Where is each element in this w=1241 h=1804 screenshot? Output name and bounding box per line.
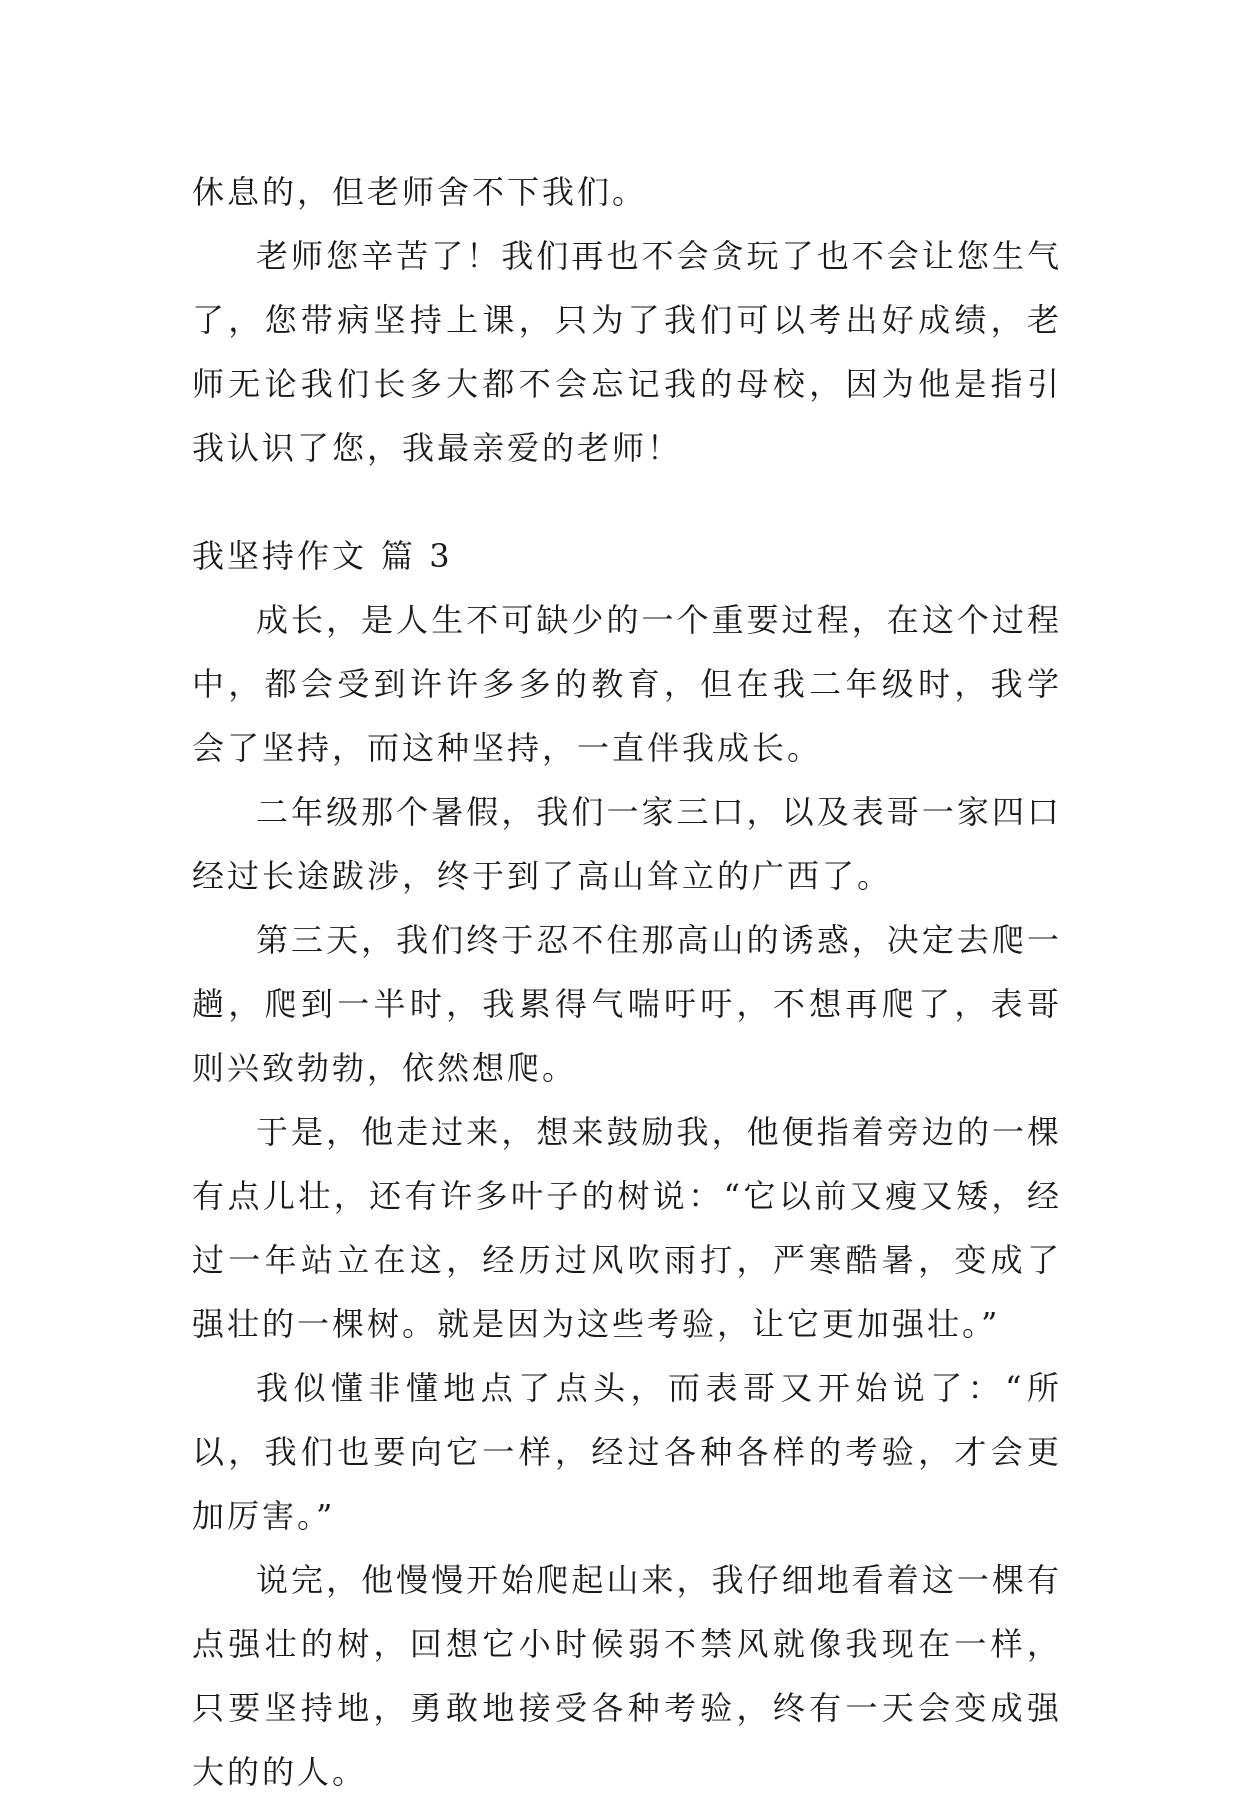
paragraph: 成长，是人生不可缺少的一个重要过程，在这个过程中，都会受到许许多多的教育，但在我二年级时，我学会了坚持，而这种坚持，一直伴我成长。 — [192, 601, 1062, 767]
document-body — [192, 160, 1062, 1804]
paragraph: 二年级那个暑假，我们一家三口，以及表哥一家四口经过长途跋涉，终于到了高山耸立的广西了。 — [192, 793, 1062, 895]
paragraph-thanks-teacher: 老师您辛苦了！我们再也不会贪玩了也不会让您生气了，您带病坚持上课，只为了我们可以考出好成绩，老师无论我们长多大都不会忘记我的母校，因为他是指引我认识了您，我最亲爱的老师！ — [192, 237, 1062, 467]
paragraph: 第三天，我们终于忍不住那高山的诱惑，决定去爬一趟，爬到一半时，我累得气喘吁吁，不想再爬了，表哥则兴致勃勃，依然想爬。 — [192, 921, 1062, 1087]
paragraph: 我似懂非懂地点了点头，而表哥又开始说了：“所以，我们也要向它一样，经过各种各样的考验，才会更加厉害。” — [192, 1369, 1062, 1535]
paragraph-continued: 休息的，但老师舍不下我们。 — [192, 173, 648, 211]
section-number: 篇 3 — [381, 537, 453, 575]
section-title: 我坚持作文 — [192, 537, 368, 575]
section-heading — [192, 524, 1062, 588]
paragraph: 于是，他走过来，想来鼓励我，他便指着旁边的一棵有点儿壮，还有许多叶子的树说：“它以前又瘦又矮，经过一年站立在这，经历过风吹雨打，严寒酷暑，变成了强壮的一棵树。就是因为这些考验，让它更加强壮。” — [192, 1113, 1062, 1343]
paragraph: 说完，他慢慢开始爬起山来，我仔细地看着这一棵有点强壮的树，回想它小时候弱不禁风就像我现在一样，只要坚持地，勇敢地接受各种考验，终有一天会变成强大的的人。 — [192, 1561, 1062, 1791]
